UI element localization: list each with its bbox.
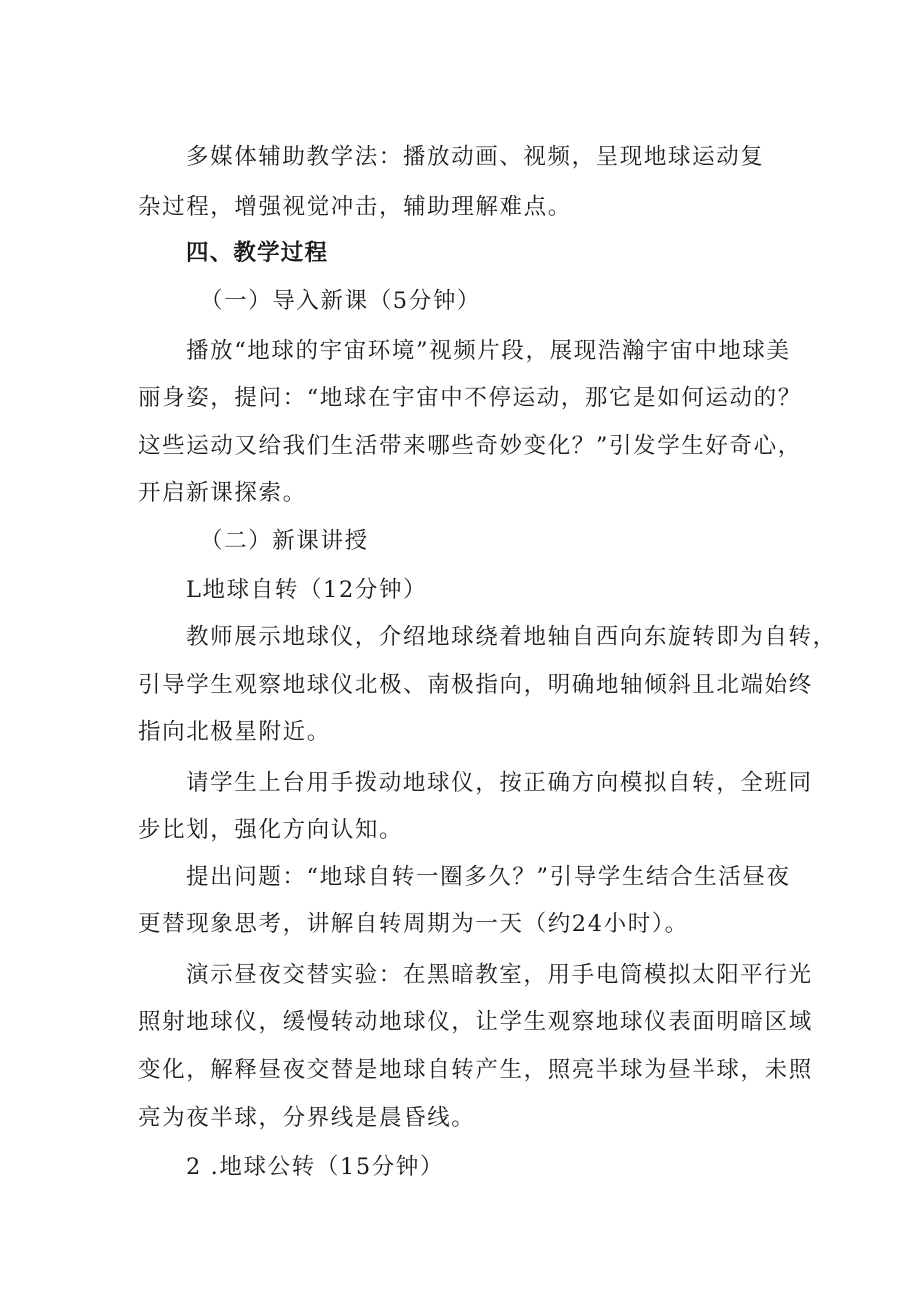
paragraph-line: 提出问题：“地球自转一圈多久？”引导学生结合生活昼夜 (186, 864, 791, 890)
paragraph-line: 开启新课探索。 (138, 480, 307, 506)
paragraph-line: 指向北极星附近。 (138, 719, 331, 745)
item-heading: 2 .地球公转（15分钟） (186, 1154, 445, 1180)
subsection-heading: （一）导入新课（5分钟） (200, 288, 482, 314)
section-heading: 四、教学过程 (186, 240, 329, 266)
paragraph-line: 播放“地球的宇宙环境”视频片段，展现浩瀚宇宙中地球美 (186, 338, 791, 364)
paragraph-line: 更替现象思考，讲解自转周期为一天（约24小时）。 (138, 911, 689, 937)
paragraph-line: 多媒体辅助教学法：播放动画、视频，呈现地球运动复 (186, 144, 765, 170)
paragraph-line: 步比划，强化方向认知。 (138, 817, 404, 843)
paragraph-line: 这些运动又给我们生活带来哪些奇妙变化？”引发学生好奇心， (138, 433, 802, 459)
subsection-heading: （二）新课讲授 (200, 528, 369, 554)
paragraph-line: 亮为夜半球，分界线是晨昏线。 (138, 1105, 476, 1131)
paragraph-line: 请学生上台用手拨动地球仪，按正确方向模拟自转，全班同 (186, 770, 813, 796)
paragraph-line: 照射地球仪，缓慢转动地球仪，让学生观察地球仪表面明暗区域 (138, 1009, 813, 1035)
paragraph-line: 杂过程，增强视觉冲击，辅助理解难点。 (138, 194, 572, 220)
paragraph-line: 演示昼夜交替实验：在黑暗教室，用手电筒模拟太阳平行光 (186, 962, 813, 988)
paragraph-line: 变化，解释昼夜交替是地球自转产生，照亮半球为昼半球，未照 (138, 1057, 813, 1083)
paragraph-line: 教师展示地球仪，介绍地球绕着地轴自西向东旋转即为自转， (186, 624, 837, 650)
paragraph-line: 丽身姿，提问：“地球在宇宙中不停运动，那它是如何运动的？ (138, 385, 802, 411)
item-heading: L地球自转（12分钟） (186, 577, 428, 603)
paragraph-line: 引导学生观察地球仪北极、南极指向，明确地轴倾斜且北端始终 (138, 672, 813, 698)
